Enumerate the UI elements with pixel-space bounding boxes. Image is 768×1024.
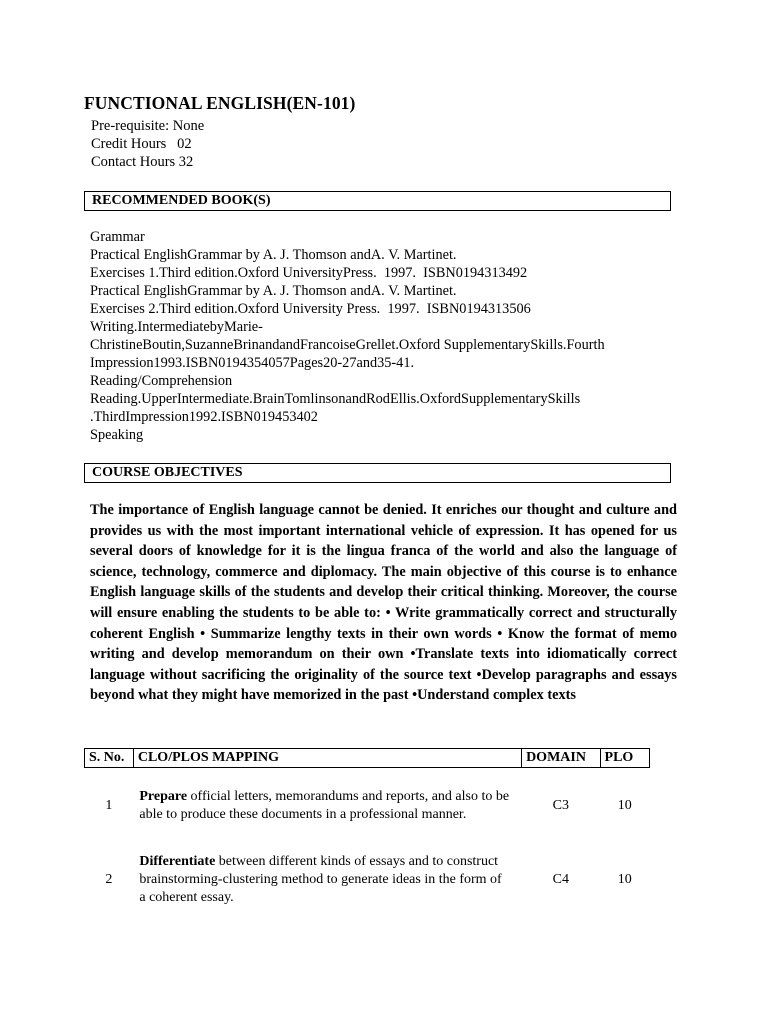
table-header-row (85, 749, 650, 768)
book-line: Exercises 2.Third edition.Oxford University Press. 1997. ISBN0194313506 (90, 301, 531, 317)
book-line: Impression1993.ISBN0194354057Pages20-27and35-41. (90, 355, 415, 371)
clo-detail: official letters, memorandums and reports, and also to be able to produce these documents in a professional manner. (139, 789, 510, 822)
table-row (85, 844, 650, 916)
clo-cell (133, 768, 521, 845)
recommended-books-list (90, 228, 680, 444)
domain-header: DOMAIN (522, 749, 600, 768)
domain-cell: C4 (552, 872, 569, 887)
book-line: .ThirdImpression1992.ISBN019453402 (90, 409, 318, 425)
clo-description (133, 788, 509, 824)
sno-cell: 2 (105, 872, 113, 887)
plo-header: PLO (600, 749, 649, 768)
course-title: FUNCTIONAL ENGLISH(EN-101) (84, 93, 356, 113)
book-line: Speaking (90, 427, 144, 443)
book-line: ChristineBoutin,SuzanneBrinandandFrancoiseGrellet.Oxford SupplementarySkills.Fourth (90, 337, 605, 353)
recommended-books-heading: RECOMMENDED BOOK(S) (84, 191, 671, 211)
plo-cell: 10 (617, 872, 632, 887)
course-objectives-text: The importance of English language cannot be denied. It enriches our thought and culture and provides us with the most important international vehicle of expression. It has opened for us several doors of knowledge for it is the lingua franca of the world and also the language of science, technology, commerce and diplomacy. The main objective of this course is to enhance English language skills of the students and develop their critical thinking. Moreover, the course will ensure enabling the students to be able to: • Write grammatically correct and structurally coherent English • Summarize lengthy texts in their own words • Know the format of memo writing and develop memorandum on their own •Translate texts into idiomatically correct language without sacrificing the originality of the source text •Develop paragraphs and essays beyond what they might have memorized in the past •Understand complex texts (90, 502, 677, 704)
sno-cell: 1 (105, 798, 113, 813)
contact-hours-line: Contact Hours 32 (91, 154, 194, 170)
clo-detail: between different kinds of essays and to construct brainstorming-clustering method to generate ideas in the form of a coherent essay. (139, 854, 502, 905)
clo-cell (133, 844, 521, 916)
book-line: Grammar (90, 229, 145, 245)
book-line: Practical EnglishGrammar by A. J. Thomson andA. V. Martinet. (90, 247, 457, 263)
clo-action-verb: Differentiate (139, 854, 216, 869)
course-objectives-heading: COURSE OBJECTIVES (84, 463, 671, 483)
clo-action-verb: Prepare (139, 789, 188, 804)
clo-description (133, 853, 509, 907)
book-line: Writing.IntermediatebyMarie- (90, 319, 263, 335)
prerequisite-line: Pre-requisite: None (91, 118, 205, 134)
book-line: Exercises 1.Third edition.Oxford UniversityPress. 1997. ISBN0194313492 (90, 265, 528, 281)
credit-hours-line: Credit Hours 02 (91, 136, 192, 152)
plo-cell: 10 (617, 798, 632, 813)
table-row (85, 768, 650, 845)
clo-header: CLO/PLOS MAPPING (133, 749, 521, 768)
book-line: Practical EnglishGrammar by A. J. Thomson andA. V. Martinet. (90, 283, 457, 299)
book-line: Reading.UpperIntermediate.BrainTomlinsonandRodEllis.OxfordSupplementarySkills (90, 391, 581, 407)
domain-cell: C3 (552, 798, 569, 813)
book-line: Reading/Comprehension (90, 373, 233, 389)
sno-header: S. No. (85, 749, 134, 768)
clo-plo-mapping-table (84, 748, 650, 916)
